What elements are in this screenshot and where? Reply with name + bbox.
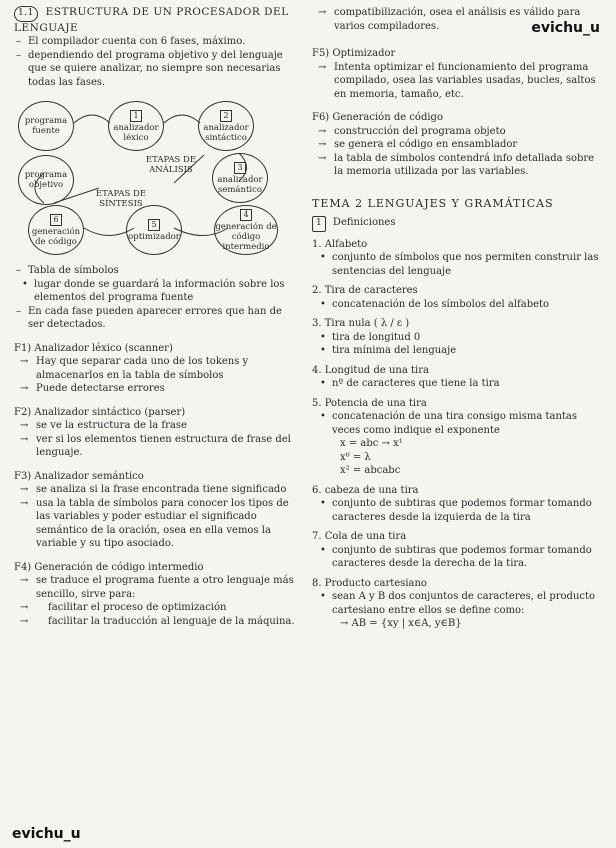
node-1-label: analizador léxico [113, 122, 159, 143]
node-2-label: analizador sintáctico [203, 122, 249, 143]
f3-item-2: → usa la tabla de símbolos para conocer los tipos de las variables y poder estudiar el significado semántico de la oración, osea en ella vemos la variable y su tipo asociado. [14, 497, 299, 551]
f2-item-1: → se ve la estructura de la frase [14, 419, 299, 433]
symbols-table-desc: • lugar donde se guardará la información sobre los elementos del programa fuente [14, 278, 299, 305]
node-semantic-analyzer [212, 153, 268, 203]
theme-title: TEMA 2 LENGUAJES Y GRAMÁTICAS [312, 196, 554, 210]
node-1-number: 1 [130, 110, 141, 122]
def-1-item: • conjunto de símbolos que nos permiten construir las sentencias del lenguaje [312, 251, 604, 278]
f4-subitem-2: → facilitar la traducción al lenguaje de la máquina. [14, 615, 299, 629]
node-4-label: generación de código intermedio [215, 221, 277, 252]
def-8-title: 8. Producto cartesiano [312, 577, 427, 589]
def-6-item: • conjunto de subtiras que podemos formar tomando caracteres desde la izquierda de la tira [312, 497, 604, 524]
definitions-title: Definiciones [332, 217, 396, 228]
node-target-label: programa objetivo [24, 170, 68, 190]
compiler-phases-diagram [14, 93, 299, 258]
power-example-3: x² = abcabc [340, 465, 401, 476]
f2-item-2: → ver si los elementos tienen estructura de frase del lenguaje. [14, 433, 299, 460]
cartesian-formula: → AB = {xy | x∈A, y∈B} [340, 618, 462, 629]
def-6-title: 6. cabeza de una tira [312, 484, 419, 496]
def-5-item: • concatenación de una tira consigo misma tantas veces como indique el exponente [312, 410, 604, 437]
node-5-number: 5 [148, 219, 159, 231]
node-intermediate-code [214, 205, 278, 255]
definitions-number: 1 [312, 216, 326, 232]
node-target-program [18, 155, 74, 205]
node-code-generation [28, 205, 84, 255]
node-source-label: programa fuente [24, 116, 68, 136]
def-8-item: • sean A y B dos conjuntos de caracteres, el producto cartesiano entre ellos se define como: [312, 590, 604, 617]
def-3-item-1: • tira de longitud 0 [312, 331, 604, 345]
def-5-title: 5. Potencia de una tira [312, 397, 427, 409]
section-heading [14, 6, 299, 35]
def-7-title: 7. Cola de una tira [312, 531, 407, 542]
power-example-2: x⁰ = λ [340, 451, 371, 463]
node-optimizer [126, 205, 182, 255]
f2-title: F2) Analizador sintáctico (parser) [14, 406, 186, 418]
f3-title: F3) Analizador semántico [14, 470, 144, 482]
f6-title: F6) Generación de código [312, 112, 443, 123]
f4-item: → se traduce el programa fuente a otro lenguaje más sencillo, sirve para: [14, 574, 299, 601]
analysis-stages-label: ETAPAS DE ANÁLISIS [145, 155, 197, 175]
section-title: ESTRUCTURA DE UN PROCESADOR DEL LENGUAJE [14, 6, 289, 34]
f3-item-1: → se analiza si la frase encontrada tiene significado [14, 483, 299, 497]
f1-item-1: → Hay que separar cada uno de los tokens y almacenarlos en la tabla de símbolos [14, 355, 299, 382]
power-example-1: x = abc → x¹ [340, 438, 403, 449]
watermark-bottom: evichu_u [12, 826, 81, 842]
def-3-title: 3. Tira nula ( λ / ε ) [312, 318, 410, 329]
f1-item-2: → Puede detectarse errores [14, 382, 299, 396]
def-4-item: • nº de caracteres que tiene la tira [312, 377, 604, 391]
f1-title: F1) Analizador léxico (scanner) [14, 342, 173, 354]
def-1-title: 1. Alfabeto [312, 238, 368, 250]
right-column [312, 0, 604, 631]
f5-item: → Intenta optimizar el funcionamiento del programa compilado, osea las variables usadas, bucles, saltos en memoria, tamaño, etc. [312, 61, 604, 102]
left-column [14, 0, 299, 628]
intro-line-2: – dependiendo del programa objetivo y del lenguaje que se quiere analizar, no siempre son necesarias todas las fases. [14, 49, 299, 90]
def-7-item: • conjunto de subtiras que podemos formar tomando caracteres desde la derecha de la tira. [312, 544, 604, 571]
node-source-program [18, 101, 74, 151]
def-3-item-2: • tira mínima del lenguaje [312, 344, 604, 358]
f4-continuation: → compatibilización, osea el análisis es válido para varios compiladores. [312, 6, 604, 33]
f6-item-1: → construcción del programa objeto [312, 125, 604, 139]
f6-item-2: → se genera el código en ensamblador [312, 138, 604, 152]
def-2-item: • concatenación de los símbolos del alfabeto [312, 298, 604, 312]
intro-line-1: – El compilador cuenta con 6 fases, máximo. [14, 35, 299, 49]
f5-title: F5) Optimizador [312, 48, 396, 59]
node-lexical-analyzer [108, 101, 164, 151]
watermark-top: evichu_u [531, 20, 600, 36]
def-4-title: 4. Longitud de una tira [312, 364, 429, 376]
f4-subitem-1: → facilitar el proceso de optimización [14, 601, 299, 615]
f6-item-3: → la tabla de símbolos contendrá info detallada sobre la memoria utilizada por las variables. [312, 152, 604, 179]
symbols-table-title: – Tabla de símbolos [14, 264, 299, 278]
section-number: 1.1 [14, 6, 38, 22]
node-2-number: 2 [220, 110, 231, 122]
node-5-label: optimizador [128, 231, 180, 242]
node-6-number: 6 [50, 214, 61, 226]
def-2-title: 2. Tira de caracteres [312, 285, 418, 296]
errors-note: – En cada fase pueden aparecer errores que han de ser detectados. [14, 305, 299, 332]
node-3-label: analizador semántico [217, 174, 263, 195]
f4-title: F4) Generación de código intermedio [14, 561, 204, 573]
node-6-label: generación de código [31, 226, 81, 247]
synthesis-stages-label: ETAPAS DE SÍNTESIS [95, 189, 147, 209]
node-3-number: 3 [234, 162, 245, 174]
definitions-heading [312, 216, 604, 232]
node-4-number: 4 [240, 209, 251, 221]
node-syntactic-analyzer [198, 101, 254, 151]
